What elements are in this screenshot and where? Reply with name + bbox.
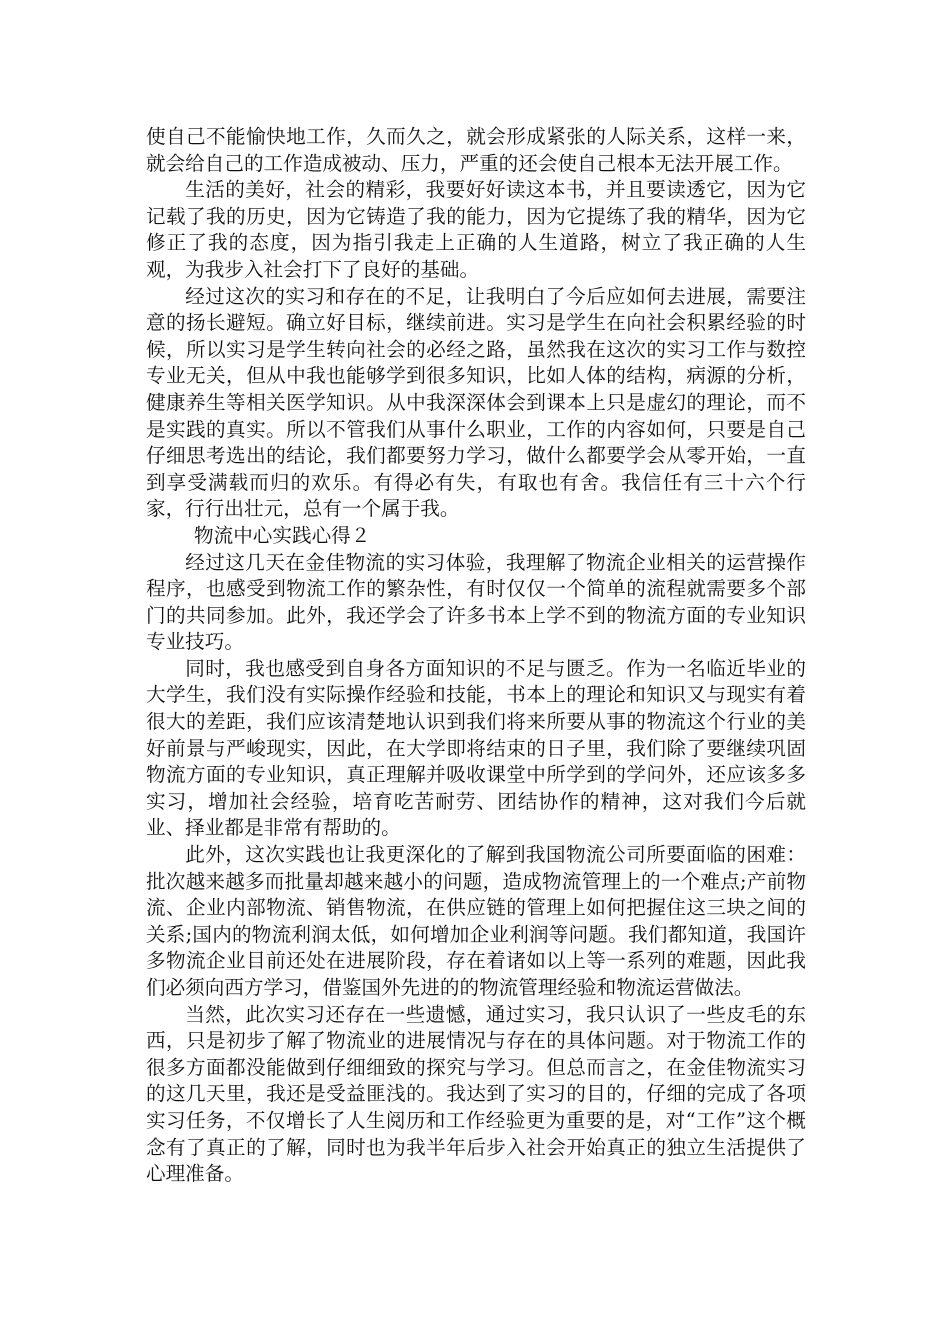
paragraph-life-beauty: 生活的美好，社会的精彩，我要好好读这本书，并且要读透它，因为它记载了我的历史，因为它铸造了我的能力，因为它提练了我的精华，因为它修正了我的态度，因为指引我走上正确的人生道路，树立了我正确的人生观，为我步入社会打下了良好的基础。 [146,178,806,281]
paragraph-continuation: 使自己不能愉快地工作，久而久之，就会形成紧张的人际关系，这样一来，就会给自己的工作造成被动、压力，严重的还会使自己根本无法开展工作。 [146,125,806,175]
paragraph-conclusion: 当然，此次实习还存在一些遗憾，通过实习，我只认识了一些皮毛的东西，只是初步了解了物流业的进展情况与存在的具体问题。对于物流工作的很多方面都没能做到仔细细致的探究与学习。但总而言之，在金佳物流实习的这几天里，我还是受益匪浅的。我达到了实习的目的，仔细的完成了各项实习任务，不仅增长了人生阅历和工作经验更为重要的是，对“工作”这个概念有了真正的了解，同时也为我半年后步入社会开始真正的独立生活提供了心理准备。 [146,1002,806,1186]
paragraph-industry-difficulties: 此外，这次实践也让我更深化的了解到我国物流公司所要面临的困难：批次越来越多而批量却越来越小的问题，造成物流管理上的一个难点;产前物流、企业内部物流、销售物流，在供应链的管理上如何把握住这三块之间的关系;国内的物流利润太低，如何增加企业利润等问题。我们都知道，我国许多物流企业目前还处在进展阶段，存在着诸如以上等一系列的难题，因此我们必须向西方学习，借鉴国外先进的的物流管理经验和物流运营做法。 [146,843,806,999]
document-page [146,124,806,1188]
section-heading: 物流中心实践心得２ [194,523,371,547]
paragraph-internship-reflection: 经过这次的实习和存在的不足，让我明白了今后应如何去进展，需要注意的扬长避短。确立好目标，继续前进。实习是学生在向社会积累经验的时候，所以实习是学生转向社会的必经之路，虽然我在这次的实习工作与数控专业无关，但从中我也能够学到很多知识，比如人体的结构，病源的分析，健康养生等相关医学知识。从中我深深体会到课本上只是虚幻的理论，而不是实践的真实。所以不管我们从事什么职业，工作的内容如何，只要是自己仔细思考选出的结论，我们都要努力学习，做什么都要学会从零开始，一直到享受满载而归的欢乐。有得必有失，有取也有舍。我信任有三十六个行家，行行出壮元，总有一个属于我。 [146,284,806,521]
paragraph-logistics-experience: 经过这几天在金佳物流的实习体验，我理解了物流企业相关的运营操作程序，也感受到物流工作的繁杂性，有时仅仅一个简单的流程就需要多个部门的共同参加。此外，我还学会了许多书本上学不到的物流方面的专业知识专业技巧。 [146,550,806,654]
paragraph-knowledge-gap: 同时，我也感受到自身各方面知识的不足与匮乏。作为一名临近毕业的大学生，我们没有实际操作经验和技能，书本上的理论和知识又与现实有着很大的差距，我们应该清楚地认识到我们将来所要从事的物流这个行业的美好前景与严峻现实，因此，在大学即将结束的日子里，我们除了要继续巩固物流方面的专业知识，真正理解并吸收课堂中所学到的学问外，还应该多多实习，增加社会经验，培育吃苦耐劳、团结协作的精神，这对我们今后就业、择业都是非常有帮助的。 [146,656,806,840]
